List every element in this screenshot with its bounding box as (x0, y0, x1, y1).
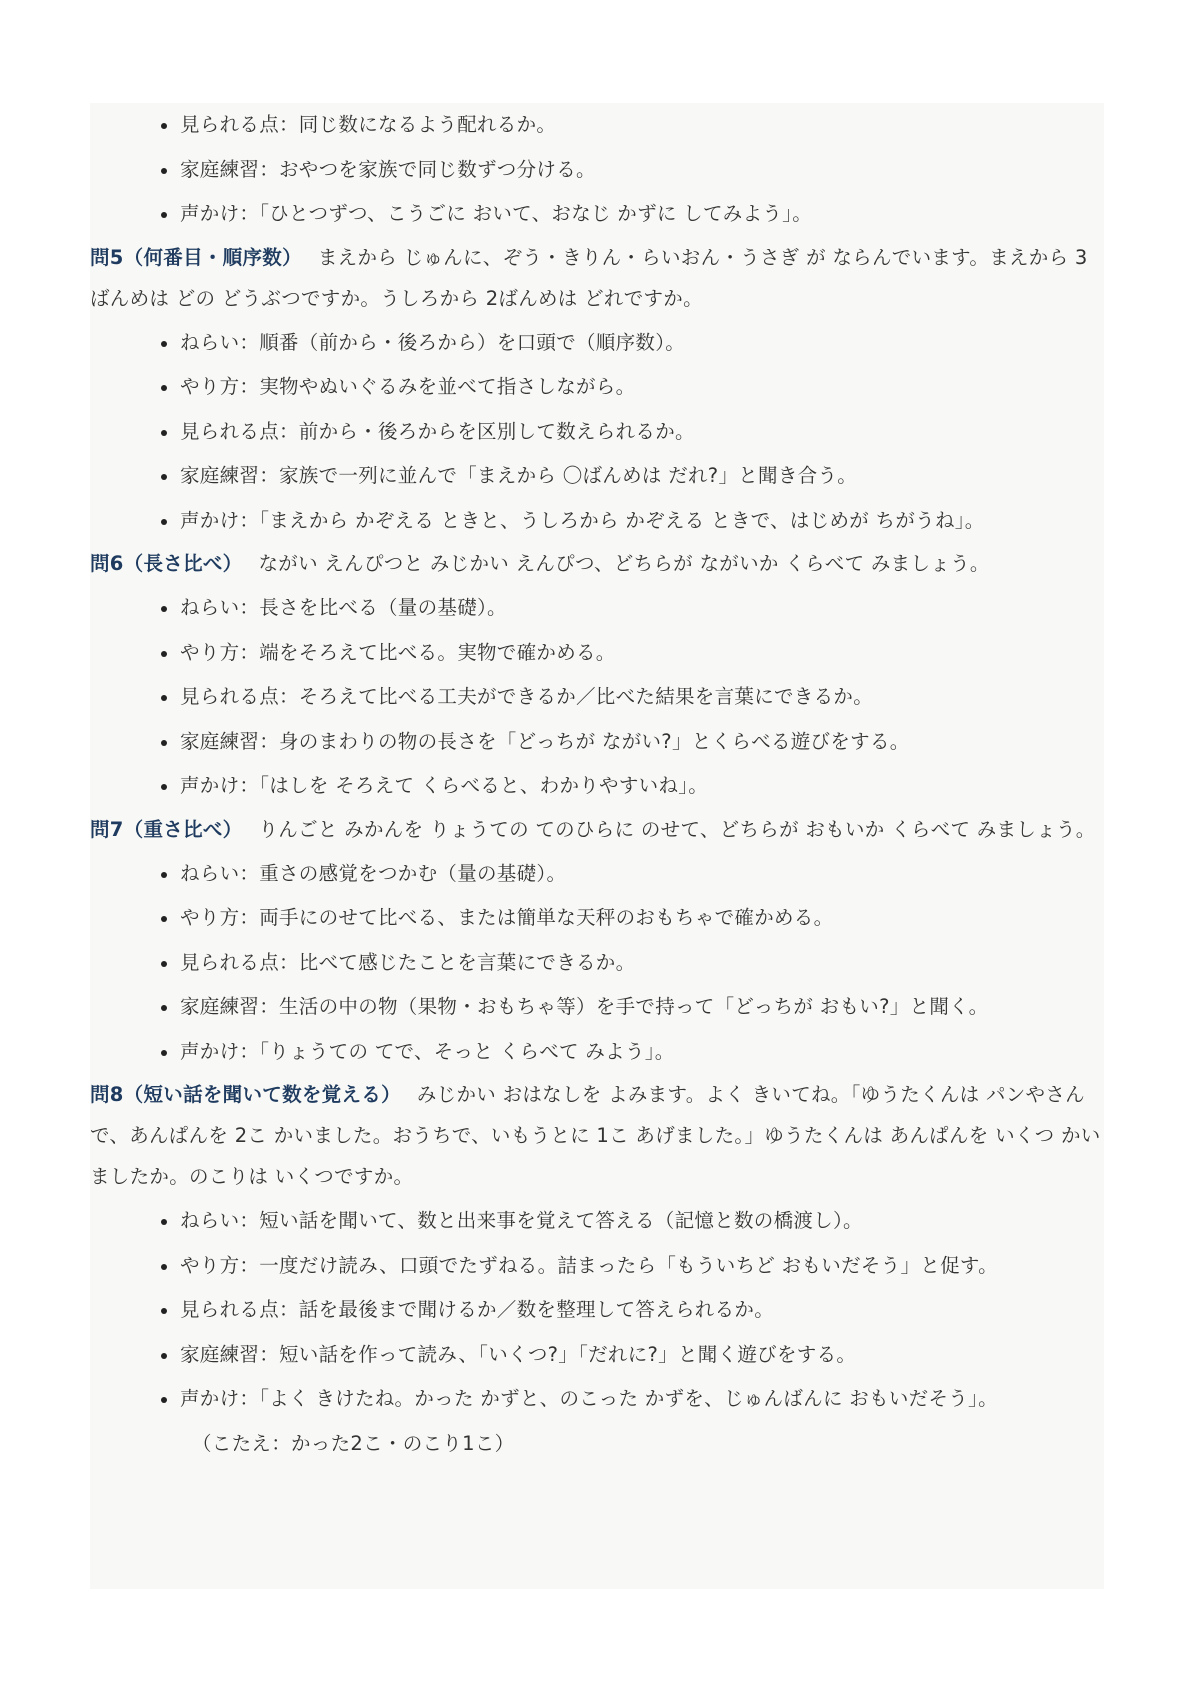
list-item: ねらい：重さの感覚をつかむ（量の基礎）。 (180, 852, 1104, 897)
question-6 (90, 543, 1104, 584)
question-8 (90, 1074, 1104, 1197)
list-item: やり方：一度だけ読み、口頭でたずねる。詰まったら「もういちど おもいだそう」と促す。 (180, 1244, 1104, 1289)
list-item: 家庭練習：短い話を作って読み、「いくつ?」「だれに?」と聞く遊びをする。 (180, 1333, 1104, 1378)
list-item: 声かけ：「りょうての てで、そっと くらべて みよう」。 (180, 1030, 1104, 1075)
list-item: 家庭練習：家族で一列に並んで「まえから 〇ばんめは だれ?」と聞き合う。 (180, 454, 1104, 499)
list-item: 見られる点：話を最後まで聞けるか／数を整理して答えられるか。 (180, 1288, 1104, 1333)
question-text: ながい えんぴつと みじかい えんぴつ、どちらが ながいか くらべて みましょう。 (258, 552, 990, 575)
question-label: 問8（短い話を聞いて数を覚える） (90, 1083, 401, 1106)
bullet-list-q6 (90, 586, 1104, 809)
document-content (90, 103, 1104, 1466)
list-item-text: 声かけ：「よく きけたね。かった かずと、のこった かずを、じゅんばんに おもいだそう」。 (180, 1387, 998, 1410)
question-label: 問6（長さ比べ） (90, 552, 243, 575)
answer-note: （こたえ：かった2こ・のこり1こ） (192, 1431, 515, 1455)
list-item: 見られる点：前から・後ろからを区別して数えられるか。 (180, 410, 1104, 455)
list-item: 家庭練習：身のまわりの物の長さを「どっちが ながい?」とくらべる遊びをする。 (180, 720, 1104, 765)
list-item: 家庭練習：おやつを家族で同じ数ずつ分ける。 (180, 148, 1104, 193)
list-item: 声かけ：「はしを そろえて くらべると、わかりやすいね」。 (180, 764, 1104, 809)
question-text: みじかい おはなしを よみます。よく きいてね。「ゆうたくんは パンやさんで、あんぱんを 2こ かいました。おうちで、いもうとに 1こ あげました。」ゆうたくんは あんぱんを いくつ かいましたか。のこりは いくつですか。 (90, 1083, 1101, 1188)
question-5 (90, 237, 1104, 319)
list-item: やり方：端をそろえて比べる。実物で確かめる。 (180, 631, 1104, 676)
list-item: ねらい：長さを比べる（量の基礎）。 (180, 586, 1104, 631)
question-label: 問7（重さ比べ） (90, 817, 243, 841)
question-text: りんごと みかんを りょうての てのひらに のせて、どちらが おもいか くらべて みましょう。 (258, 817, 1096, 841)
list-item: 家庭練習：生活の中の物（果物・おもちゃ等）を手で持って「どっちが おもい?」と聞く。 (180, 985, 1104, 1030)
list-item: 見られる点：比べて感じたことを言葉にできるか。 (180, 941, 1104, 986)
list-item: 見られる点：そろえて比べる工夫ができるか／比べた結果を言葉にできるか。 (180, 675, 1104, 720)
bullet-list-q8 (90, 1199, 1104, 1466)
list-item: 声かけ：「まえから かぞえる ときと、うしろから かぞえる ときで、はじめが ちがうね」。 (180, 499, 1104, 544)
list-item: ねらい：短い話を聞いて、数と出来事を覚えて答える（記憶と数の橋渡し）。 (180, 1199, 1104, 1244)
bullet-list-q7 (90, 852, 1104, 1075)
list-item: やり方：両手にのせて比べる、または簡単な天秤のおもちゃで確かめる。 (180, 896, 1104, 941)
list-item: 声かけ：「ひとつずつ、こうごに おいて、おなじ かずに してみよう」。 (180, 192, 1104, 237)
question-7 (90, 809, 1104, 850)
list-item (180, 1377, 1104, 1466)
question-label: 問5（何番目・順序数） (90, 245, 302, 269)
list-item: やり方：実物やぬいぐるみを並べて指さしながら。 (180, 365, 1104, 410)
bullet-list-top (90, 103, 1104, 237)
list-item: ねらい：順番（前から・後ろから）を口頭で（順序数）。 (180, 321, 1104, 366)
question-text: まえから じゅんに、ぞう・きりん・らいおん・うさぎ が ならんでいます。まえから 3ばんめは どの どうぶつですか。うしろから 2ばんめは どれですか。 (90, 245, 1088, 310)
list-item: 見られる点：同じ数になるよう配れるか。 (180, 103, 1104, 148)
bullet-list-q5 (90, 321, 1104, 544)
